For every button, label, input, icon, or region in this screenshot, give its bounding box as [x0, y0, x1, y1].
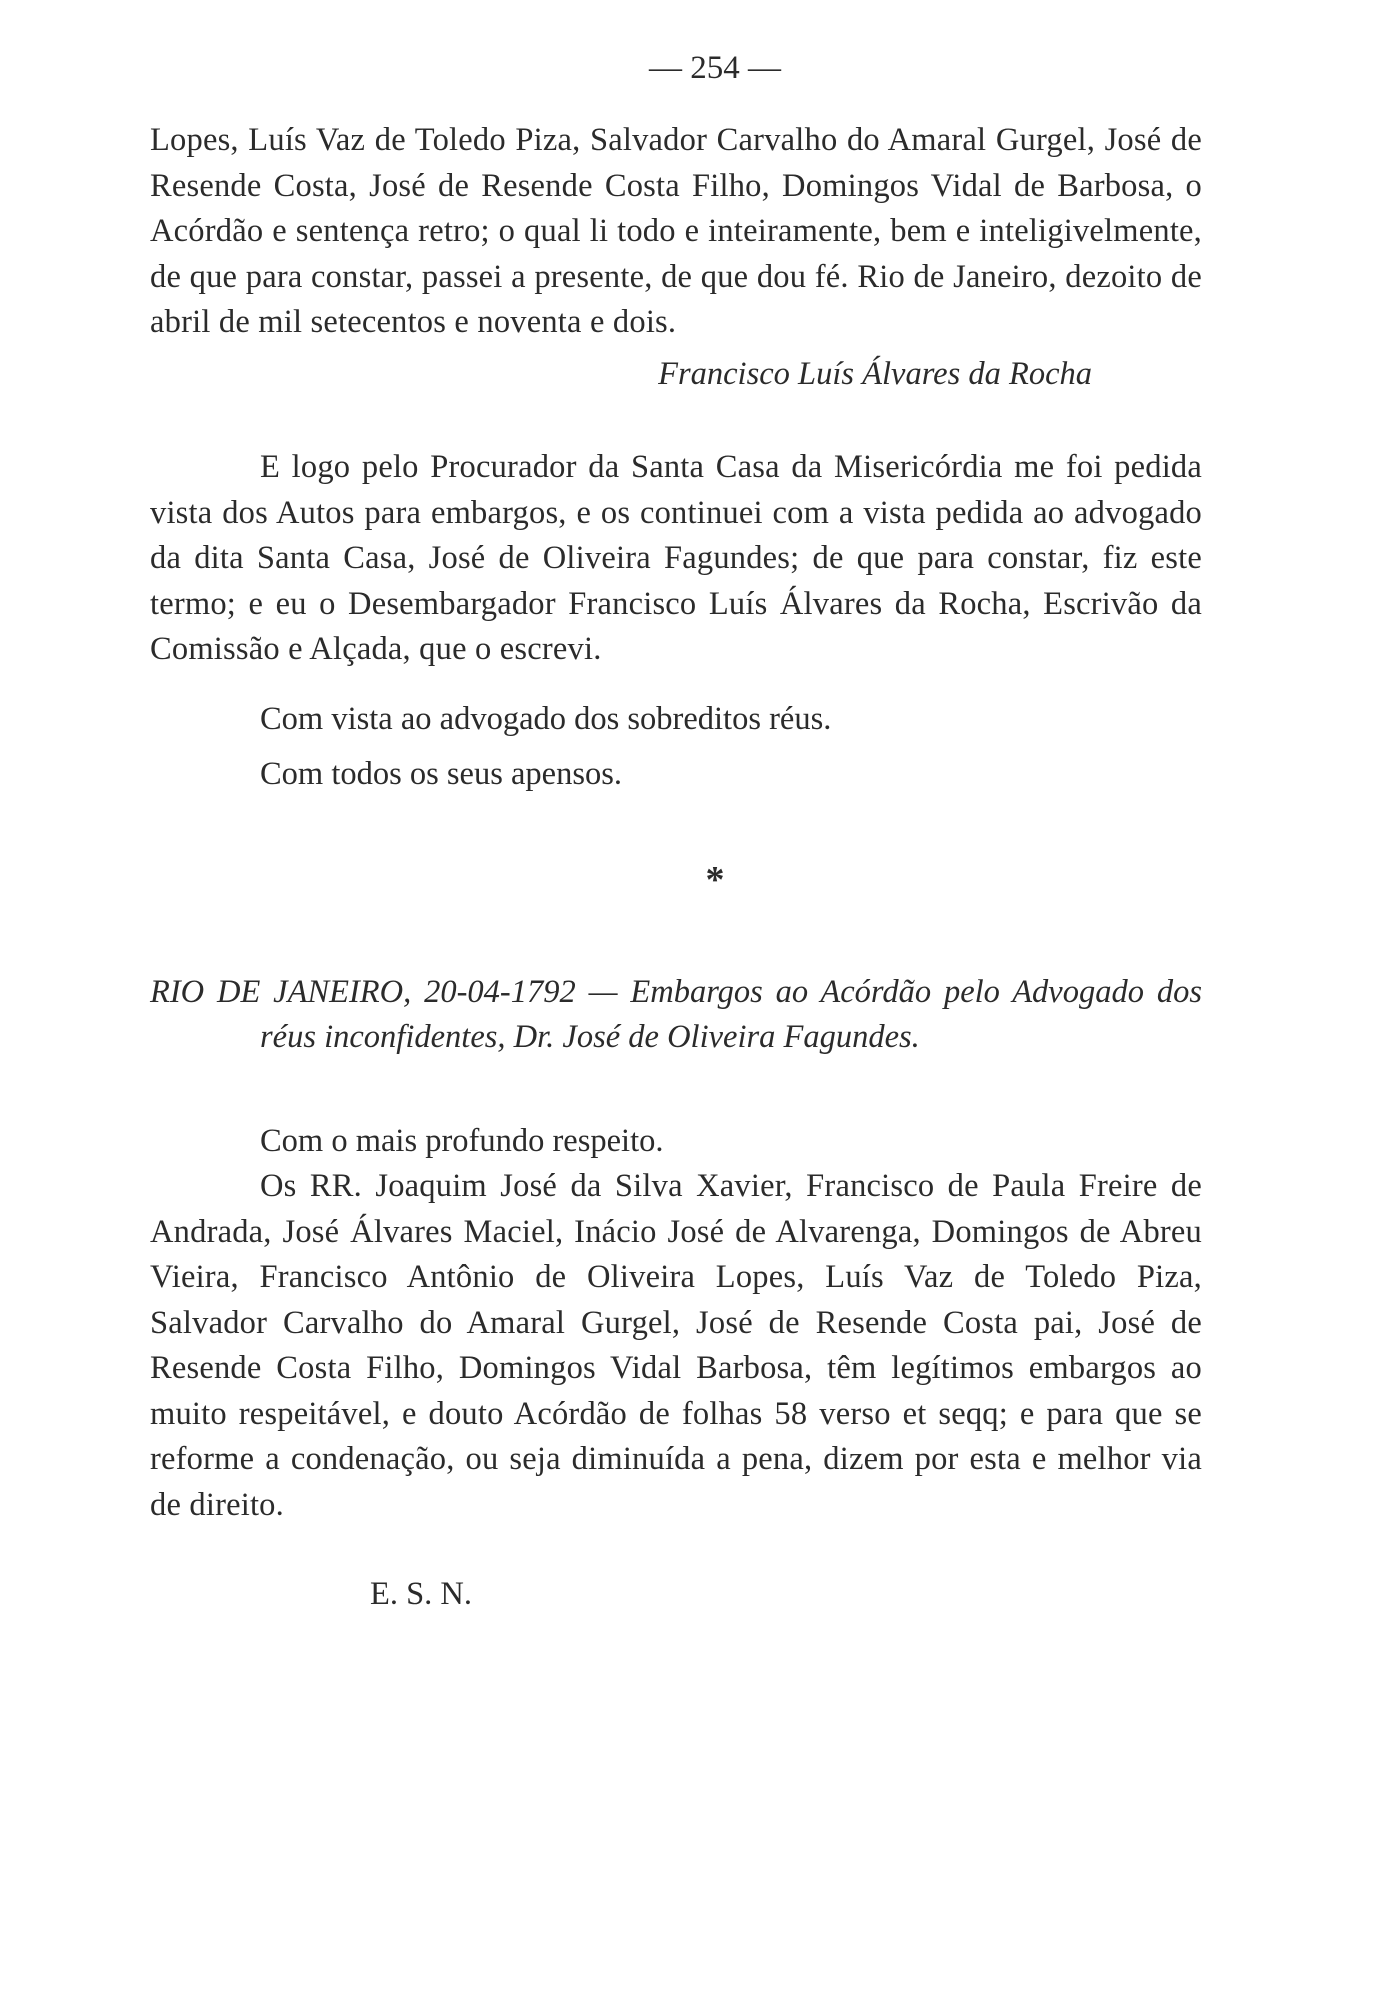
paragraph-continuation: Lopes, Luís Vaz de Toledo Piza, Salvador Carvalho do Amaral Gurgel, José de Resende Costa, José de Resende Costa Filho, Domingos Vidal de Barbosa, o Acórdão e sentença retro; o qual li todo e inteiramente, bem e inteligivelmente, de que para constar, passei a presente, de que dou fé. Rio de Janeiro, dezoito de abril de mil setecentos e noventa e dois. — [150, 122, 1202, 340]
signature-line: Francisco Luís Álvares da Rocha — [658, 355, 1092, 392]
section-heading: RIO DE JANEIRO, 20-04-1792 — Embargos ao Acórdão pelo Advogado dos réus inconfidentes, Dr. José de Oliveira Fagundes. — [150, 973, 1202, 1055]
page-number: — 254 — — [649, 50, 781, 86]
line-vista: Com vista ao advogado dos sobreditos réus. — [260, 700, 832, 737]
closing-abbreviation: E. S. N. — [370, 1576, 473, 1612]
document-page — [150, 48, 1202, 1618]
line-apensos: Com todos os seus apensos. — [260, 756, 623, 792]
salutation-line: Com o mais profundo respeito. — [260, 1122, 664, 1159]
asterisk-separator: * — [705, 858, 725, 901]
paragraph-embargos: Os RR. Joaquim José da Silva Xavier, Francisco de Paula Freire de Andrada, José Álvares Maciel, Inácio José de Alvarenga, Domingos de Abreu Vieira, Francisco Antônio de Oliveira Lopes, Luís Vaz de Toledo Piza, Salvador Carvalho do Amaral Gurgel, José de Resende Costa pai, José de Resende Costa Filho, Domingos Vidal Barbosa, têm legítimos embargos ao muito respeitável, e douto Acórdão de folhas 58 verso et seqq; e para que se reforme a condenação, ou seja diminuída a pena, dizem por esta e melhor via de direito. — [150, 1168, 1202, 1523]
paragraph-procurador: E logo pelo Procurador da Santa Casa da Misericórdia me foi pedida vista dos Autos para embargos, e os continuei com a vista pedida ao advogado da dita Santa Casa, José de Oliveira Fagundes; de que para constar, fiz este termo; e eu o Desembargador Francisco Luís Álvares da Rocha, Escrivão da Comissão e Alçada, que o escrevi. — [150, 449, 1202, 667]
